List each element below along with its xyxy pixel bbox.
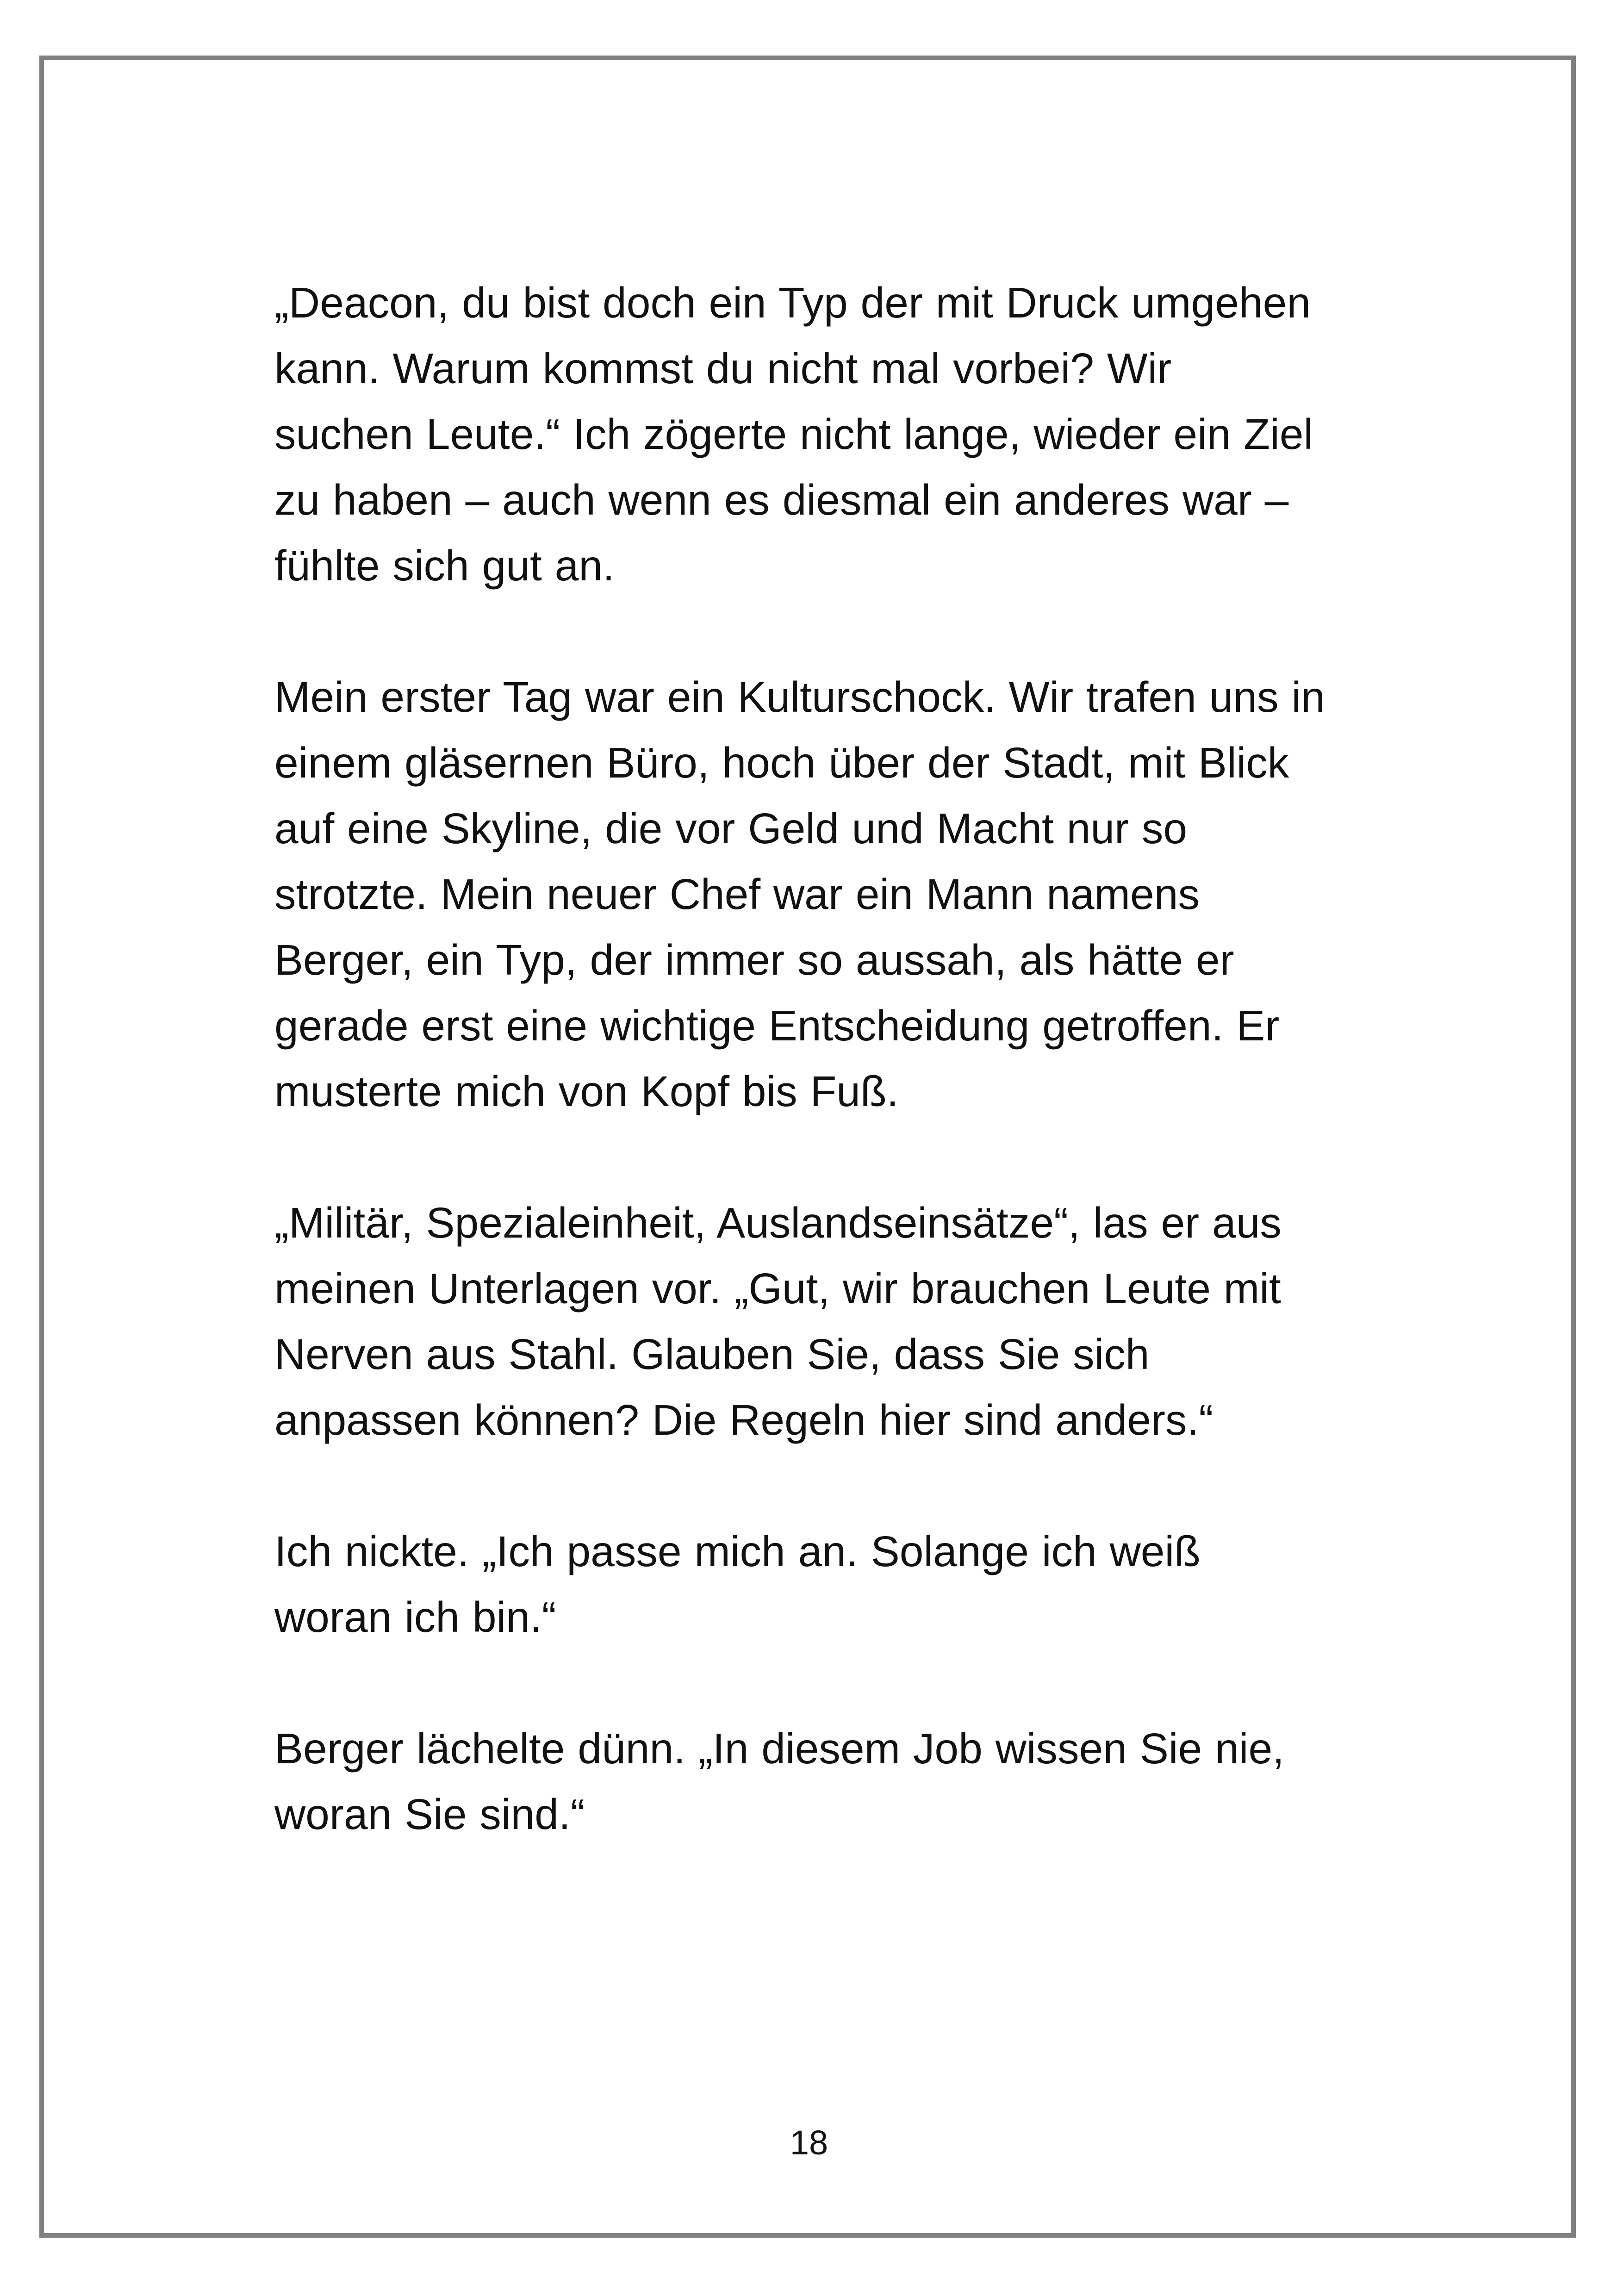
text-line: meinen Unterlagen vor. „Gut, wir brauchen Leute mit bbox=[274, 1264, 1281, 1313]
text-line: woran ich bin.“ bbox=[274, 1593, 556, 1641]
text-line: Berger, ein Typ, der immer so aussah, als hätte er bbox=[274, 936, 1234, 984]
paragraph-5 bbox=[274, 1716, 1371, 1847]
text-line: Nerven aus Stahl. Glauben Sie, dass Sie sich bbox=[274, 1330, 1150, 1378]
text-line: auf eine Skyline, die vor Geld und Macht nur so bbox=[274, 804, 1188, 852]
text-line: zu haben – auch wenn es diesmal ein anderes war – bbox=[274, 476, 1289, 524]
text-line: „Militär, Spezialeinheit, Auslandseinsätze“, las er aus bbox=[274, 1199, 1282, 1247]
text-line: anpassen können? Die Regeln hier sind anders.“ bbox=[274, 1396, 1214, 1444]
paragraph-4 bbox=[274, 1518, 1371, 1650]
paragraph-3 bbox=[274, 1190, 1371, 1453]
text-line: suchen Leute.“ Ich zögerte nicht lange, wieder ein Ziel bbox=[274, 410, 1313, 458]
text-line: fühlte sich gut an. bbox=[274, 541, 615, 590]
paragraph-2 bbox=[274, 664, 1371, 1124]
text-line: musterte mich von Kopf bis Fuß. bbox=[274, 1067, 899, 1115]
text-line: Berger lächelte dünn. „In diesem Job wissen Sie nie, bbox=[274, 1724, 1285, 1773]
text-line: Ich nickte. „Ich passe mich an. Solange ich weiß bbox=[274, 1527, 1201, 1575]
text-line: gerade erst eine wichtige Entscheidung getroffen. Er bbox=[274, 1002, 1280, 1050]
text-line: strotzte. Mein neuer Chef war ein Mann namens bbox=[274, 870, 1200, 918]
text-line: woran Sie sind.“ bbox=[274, 1790, 585, 1838]
text-line: Mein erster Tag war ein Kulturschock. Wir trafen uns in bbox=[274, 673, 1325, 721]
text-line: kann. Warum kommst du nicht mal vorbei? Wir bbox=[274, 344, 1172, 392]
body-text bbox=[274, 270, 1371, 1847]
text-line: „Deacon, du bist doch ein Typ der mit Druck umgehen bbox=[274, 279, 1311, 327]
text-line: einem gläsernen Büro, hoch über der Stadt, mit Blick bbox=[274, 739, 1289, 787]
page-number: 18 bbox=[790, 2123, 828, 2162]
paragraph-1 bbox=[274, 270, 1371, 598]
